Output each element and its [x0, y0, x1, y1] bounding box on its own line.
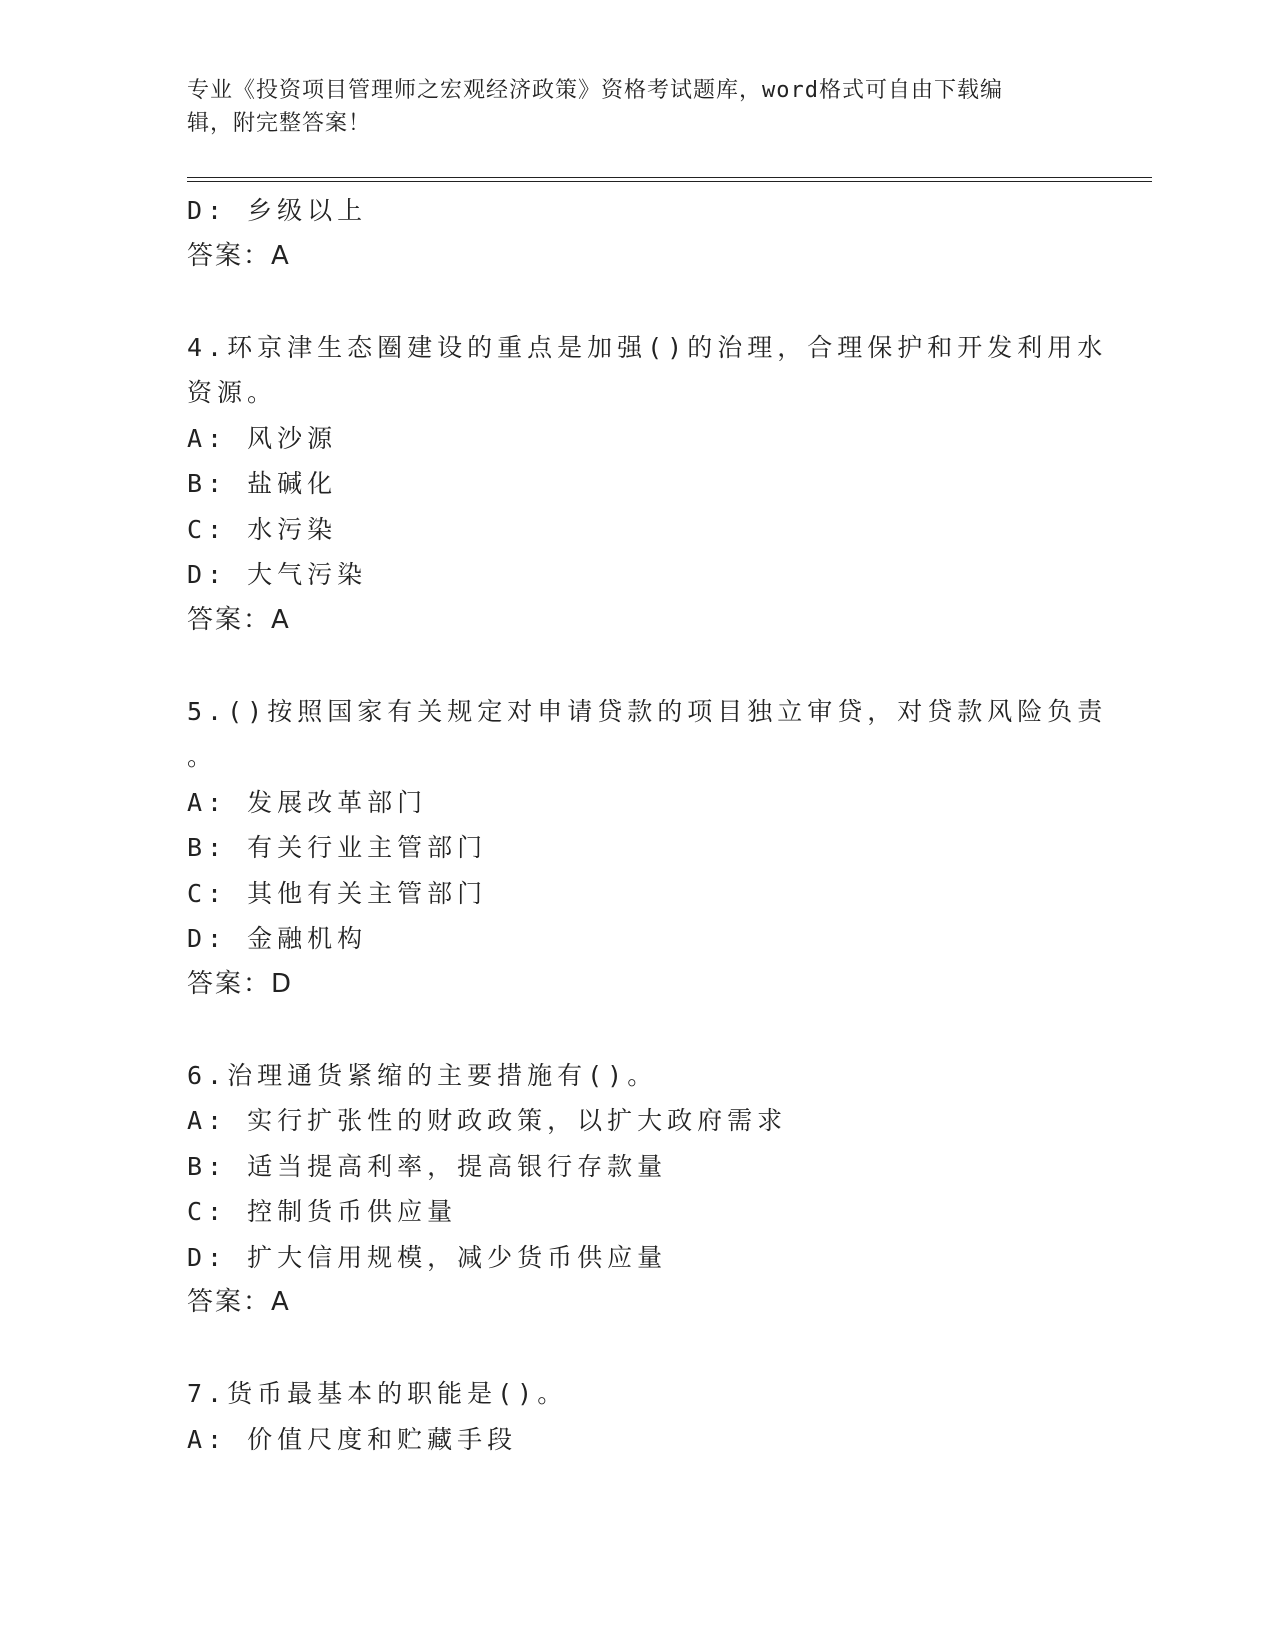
option-letter: A:	[187, 423, 228, 453]
spacer	[187, 279, 1067, 325]
option-c	[187, 507, 1067, 553]
answer-label: 答案：	[187, 240, 272, 271]
option-c	[187, 871, 1067, 917]
option-letter: D:	[187, 924, 228, 953]
option-letter: C:	[187, 878, 228, 908]
option-a	[187, 416, 1067, 462]
option-d	[187, 1235, 1067, 1281]
question-number: 4.	[187, 332, 228, 362]
answer-label: 答案：	[187, 968, 272, 999]
question-stem-text: 货币最基本的职能是()。	[227, 1379, 568, 1408]
option-letter: B:	[187, 469, 228, 498]
option-text: 价值尺度和贮藏手段	[247, 1424, 518, 1454]
option-letter: D:	[187, 196, 228, 225]
option-letter: C:	[187, 1197, 228, 1226]
question-7	[187, 1371, 1067, 1462]
option-text: 水污染	[247, 514, 338, 544]
answer-line	[187, 962, 1067, 1008]
option-d	[187, 916, 1067, 962]
spacer	[187, 1326, 1067, 1372]
header-divider	[187, 177, 1152, 182]
answer-line	[187, 1280, 1067, 1326]
document-header	[187, 74, 1067, 140]
header-line-2: 辑，附完整答案！	[187, 111, 372, 136]
question-number: 7.	[187, 1379, 228, 1408]
question-stem-text: 治理通货紧缩的主要措施有()。	[227, 1060, 658, 1090]
question-stem	[187, 689, 1108, 735]
answer-line	[187, 234, 1067, 280]
answer-label: 答案：	[187, 604, 272, 635]
answer-label: 答案：	[187, 1287, 272, 1317]
option-text: 扩大信用规模，减少货币供应量	[247, 1242, 668, 1272]
spacer	[187, 643, 1067, 689]
header-line-1: 专业《投资项目管理师之宏观经济政策》资格考试题库，word格式可自由下载编	[187, 78, 1003, 103]
option-letter: A:	[187, 787, 228, 817]
option-d	[187, 552, 1067, 598]
option-d	[187, 188, 1067, 234]
option-letter: A:	[187, 1106, 228, 1135]
option-c	[187, 1189, 1067, 1235]
answer-value: D	[271, 968, 294, 999]
answer-value: A	[271, 240, 291, 271]
option-letter: D:	[187, 560, 228, 589]
option-text: 风沙源	[247, 423, 338, 453]
option-text: 有关行业主管部门	[247, 833, 488, 862]
question-5	[187, 689, 1108, 1008]
question-stem-text: 环京津生态圈建设的重点是加强()的治理，合理保护和开发利用水	[227, 332, 1108, 362]
answer-value: A	[271, 1287, 291, 1317]
question-stem-continued: 。	[187, 742, 218, 771]
question-stem	[187, 1371, 1067, 1417]
question-number: 6.	[187, 1060, 228, 1090]
option-a	[187, 1098, 1067, 1144]
question-stem-text: ()按照国家有关规定对申请贷款的项目独立审贷，对贷款风险负责	[227, 696, 1108, 726]
question-stem	[187, 1053, 1067, 1099]
question-list	[187, 188, 1108, 1462]
answer-line	[187, 598, 1067, 644]
option-a	[187, 780, 1067, 826]
option-text: 发展改革部门	[247, 787, 428, 817]
option-text: 金融机构	[247, 924, 368, 953]
option-text: 大气污染	[247, 560, 368, 589]
option-text: 控制货币供应量	[247, 1197, 458, 1226]
option-a	[187, 1417, 1067, 1463]
option-b	[187, 461, 1067, 507]
question-stem-continued: 资源。	[187, 378, 278, 407]
option-b	[187, 1144, 1067, 1190]
answer-value: A	[271, 604, 291, 635]
option-letter: C:	[187, 514, 228, 544]
option-text: 其他有关主管部门	[247, 878, 488, 908]
option-letter: B:	[187, 1151, 228, 1181]
spacer	[187, 1007, 1067, 1053]
question-number: 5.	[187, 696, 228, 726]
option-text: 适当提高利率，提高银行存款量	[247, 1151, 668, 1181]
option-letter: B:	[187, 833, 228, 862]
option-text: 乡级以上	[247, 196, 368, 225]
option-b	[187, 825, 1067, 871]
question-stem	[187, 325, 1108, 371]
option-text: 盐碱化	[247, 469, 338, 498]
option-letter: A:	[187, 1424, 228, 1454]
question-4	[187, 325, 1108, 644]
question-6	[187, 1053, 1067, 1326]
option-text: 实行扩张性的财政政策，以扩大政府需求	[247, 1106, 788, 1135]
option-letter: D:	[187, 1242, 228, 1272]
